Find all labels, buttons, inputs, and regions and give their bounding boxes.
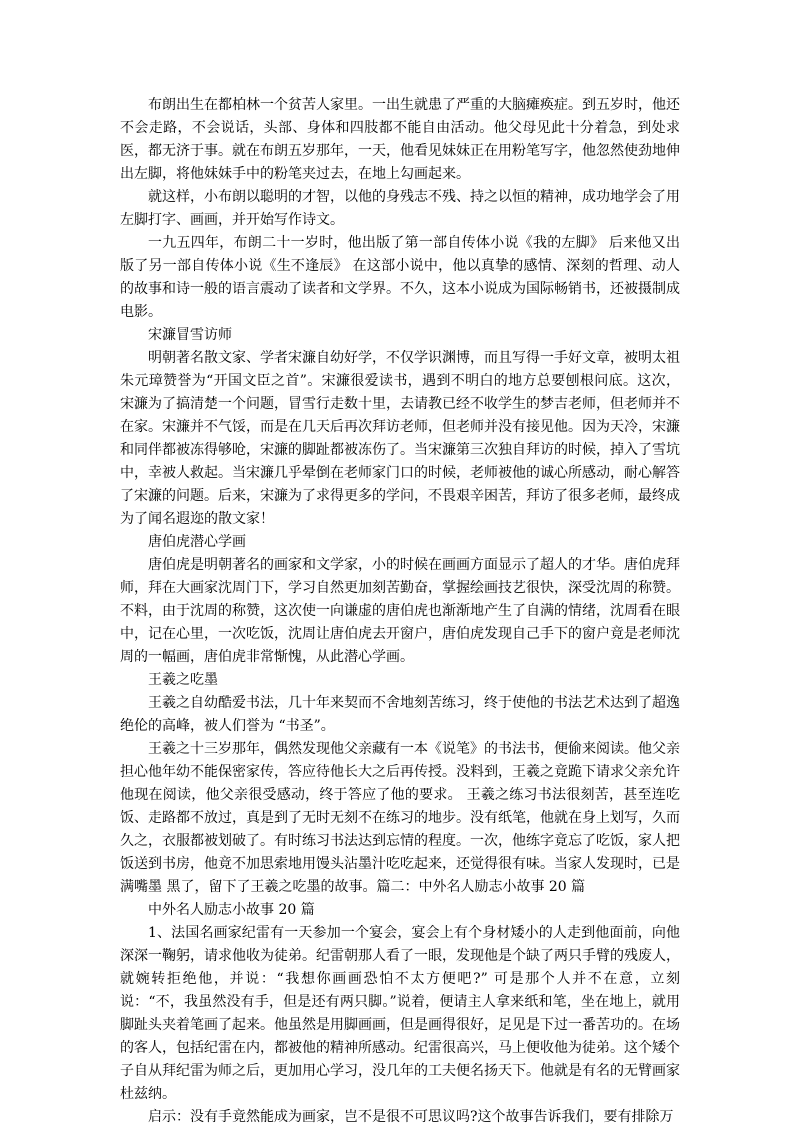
paragraph-song-lian: 明朝著名散文家、学者宋濂自幼好学，不仅学识渊博，而且写得一手好文章，被明太祖朱元璋赞誉为“开国文臣之首”。宋濂很爱读书，遇到不明白的地方总要刨根问底。这次，宋濂为了搞清楚一个问题，冒雪行走数十里，去请教已经不收学生的梦吉老师，但老师并不在家。宋濂并不气馁，而是在几天后再次拜访老师，但老师并没有接见他。因为天冷，宋濂和同伴都被冻得够呛，宋濂的脚趾都被冻伤了。当宋濂第三次独自拜访的时候，掉入了雪坑中，幸被人救起。当宋濂几乎晕倒在老师家门口的时候，老师被他的诚心所感动，耐心解答了宋濂的问题。后来，宋濂为了求得更多的学问，不畏艰辛困苦，拜访了很多老师，最终成为了闻名遐迩的散文家！ (120, 350, 680, 527)
paragraph-wang-xizhi-intro: 王羲之自幼酷爱书法，几十年来契而不舍地刻苦练习，终于使他的书法艺术达到了超逸绝伦的高峰，被人们誉为 “书圣”。 (120, 695, 680, 734)
section-heading-wang-xizhi: 王羲之吃墨 (148, 672, 218, 688)
paragraph-tang-bohu: 唐伯虎是明朝著名的画家和文学家，小的时候在画画方面显示了超人的才华。唐伯虎拜师，拜在大画家沈周门下，学习自然更加刻苦勤奋，掌握绘画技艺很快，深受沈周的称赞。不料，由于沈周的称赞，这次使一向谦虚的唐伯虎也渐渐地产生了自满的情绪，沈周看在眼中，记在心里，一次吃饭，沈周让唐伯虎去开窗户，唐伯虎发现自己手下的窗户竟是老师沈周的一幅画，唐伯虎非常惭愧，从此潜心学画。 (120, 557, 680, 665)
paragraph-brown-intro: 布朗出生在都柏林一个贫苦人家里。一出生就患了严重的大脑瘫痪症。到五岁时，他还不会走路，不会说话，头部、身体和四肢都不能自由活动。他父母见此十分着急，到处求医，都无济于事。就在布朗五岁那年，一天，他看见妹妹正在用粉笔写字，他忽然使劲地伸出左脚，将他妹妹手中的粉笔夹过去，在地上勾画起来。 (120, 97, 680, 182)
paragraph-brown-novel: 一九五四年，布朗二十一岁时，他出版了第一部自传体小说《我的左脚》 后来他又出版了另一部自传体小说《生不逢辰》 在这部小说中，他以真挚的感情、深刻的哲理、动人的故事和诗一般的语言震动了读者和文学界。不久，这本小说成为国际畅销书，还被摄制成电影。 (120, 235, 680, 320)
section-heading-twenty-stories: 中外名人励志小故事 20 篇 (148, 902, 315, 918)
paragraph-wang-xizhi-story: 王羲之十三岁那年，偶然发现他父亲藏有一本《说笔》的书法书，便偷来阅读。他父亲担心他年幼不能保密家传，答应待他长大之后再传授。没料到，王羲之竟跪下请求父亲允许他现在阅读，他父亲很受感动，终于答应了他的要求。 王羲之练习书法很刻苦，甚至连吃饭、走路都不放过，真是到了无时无刻不在练习的地步。没有纸笔，他就在身上划写，久而久之，衣服都被划破了。有时练习书法达到忘情的程度。一次，他练字竟忘了吃饭，家人把饭送到书房，他竟不加思索地用馒头沾墨汁吃吃起来，还觉得很有味。当家人发现时，已是满嘴墨 黑了，留下了王羲之吃墨的故事。篇二：中外名人励志小故事 20 篇 (120, 741, 680, 895)
paragraph-brown-learning: 就这样，小布朗以聪明的才智，以他的身残志不残、持之以恒的精神，成功地学会了用左脚打字、画画，并开始写作诗文。 (120, 189, 680, 228)
paragraph-ji-lei-story: 1、法国名画家纪雷有一天参加一个宴会，宴会上有个身材矮小的人走到他面前，向他深深一鞠躬，请求他收为徒弟。纪雷朝那人看了一眼，发现他是个缺了两只手臂的残废人，就婉转拒绝他，并说：“我想你画画恐怕不太方便吧?” 可是那个人并不在意，立刻说：“不，我虽然没有手，但是还有两只脚。”说着，便请主人拿来纸和笔，坐在地上，就用脚趾头夹着笔画了起来。他虽然是用脚画画，但是画得很好，足见是下过一番苦功的。在场的客人，包括纪雷在内，都被他的精神所感动。纪雷很高兴，马上便收他为徒弟。这个矮个子自从拜纪雷为师之后，更加用心学习，没几年的工夫便名扬天下。他就是有名的无臂画家杜兹纳。 (120, 925, 680, 1102)
paragraph-moral: 启示：没有手竟然能成为画家，岂不是很不可思议吗?这个故事告诉我们，要有排除万 (148, 1109, 674, 1125)
section-heading-song-lian: 宋濂冒雪访师 (148, 327, 232, 343)
section-heading-tang-bohu: 唐伯虎潜心学画 (148, 534, 246, 550)
document-page (120, 94, 680, 1129)
